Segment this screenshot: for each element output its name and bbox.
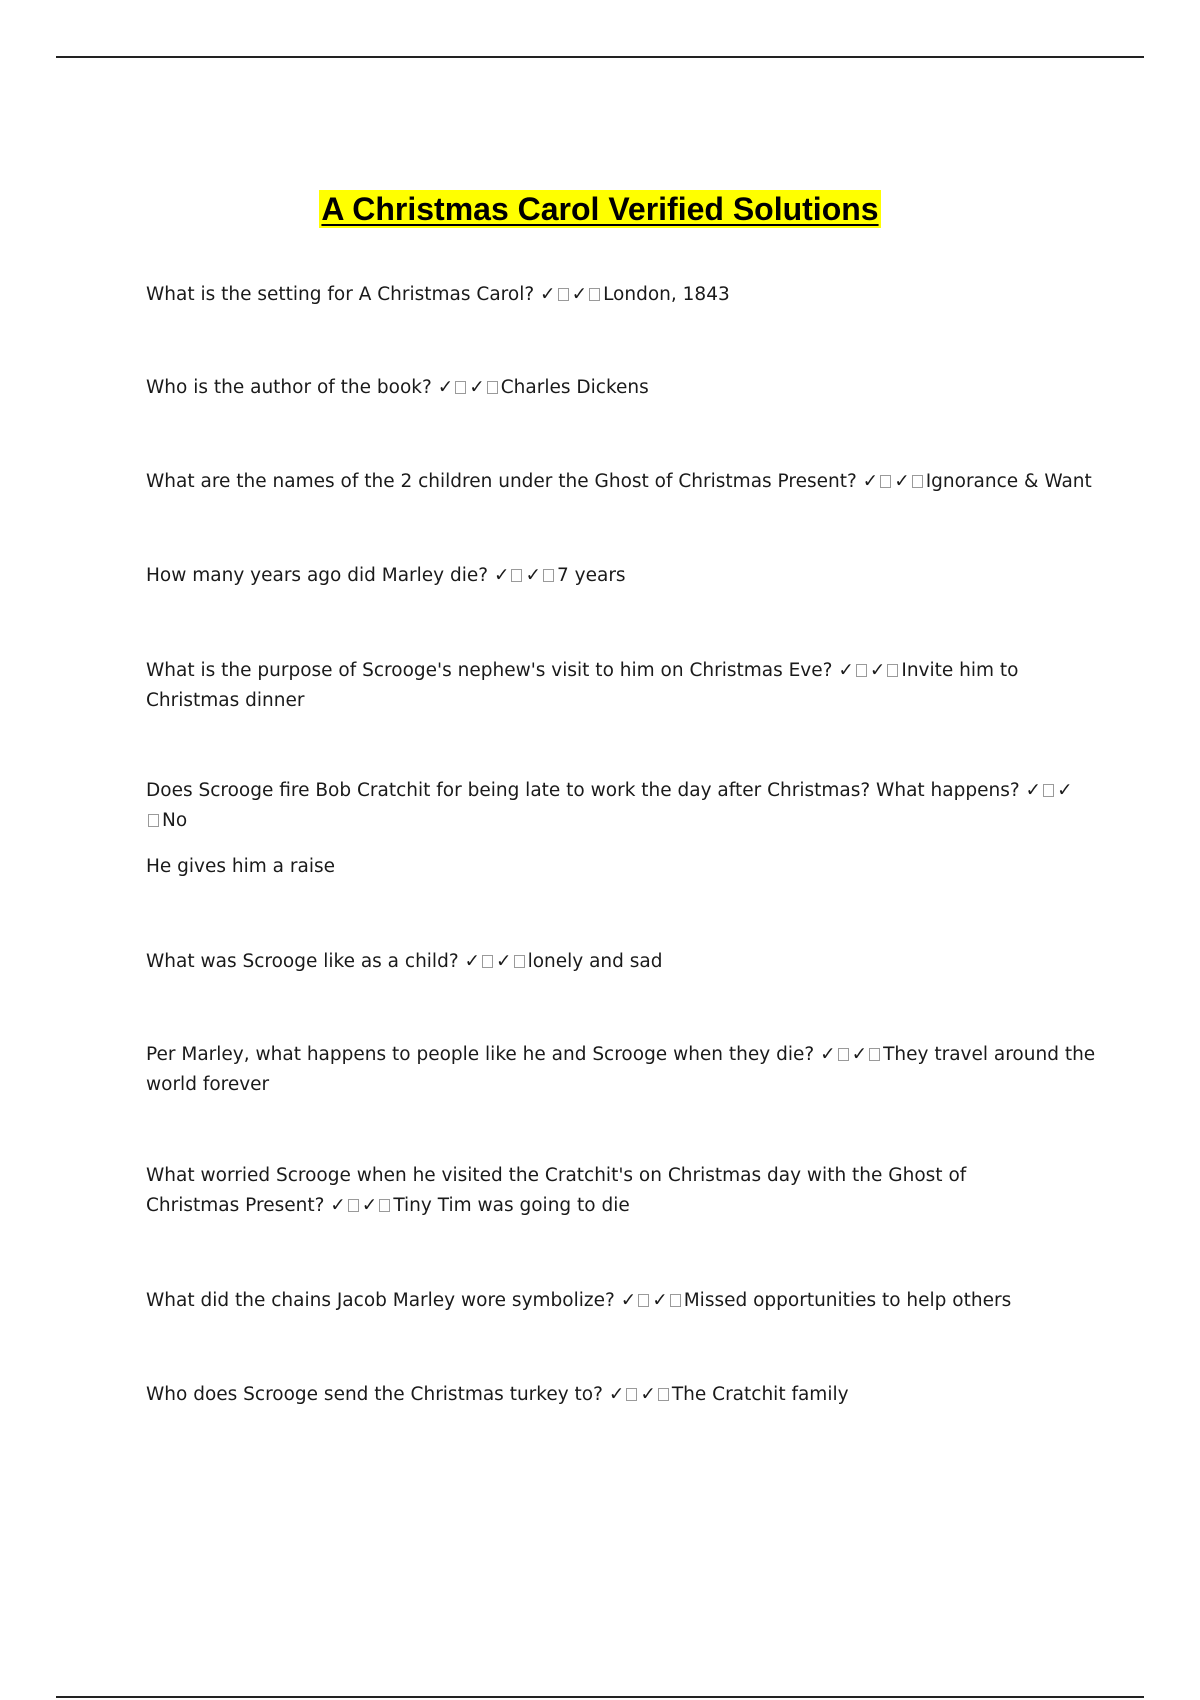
box-icon — [511, 569, 522, 582]
check-icon: ✓ — [469, 377, 485, 398]
qa-item — [146, 656, 1086, 716]
check-icon: ✓ — [652, 1290, 668, 1311]
box-icon — [514, 955, 525, 968]
check-icon: ✓ — [1057, 780, 1073, 801]
box-icon — [869, 1048, 880, 1061]
answer-text: 7 years — [557, 565, 626, 586]
answer-text: London, 1843 — [603, 284, 730, 305]
question-text: What are the names of the 2 children under the Ghost of Christmas Present? — [146, 471, 857, 492]
box-icon — [482, 955, 493, 968]
box-icon — [887, 664, 898, 677]
top-rule — [56, 56, 1144, 58]
check-icon: ✓ — [894, 471, 910, 492]
answer-text: The Cratchit family — [671, 1384, 849, 1405]
answer-text: No — [162, 810, 188, 831]
check-icon: ✓ — [851, 1044, 868, 1065]
check-icon: ✓ — [620, 1290, 637, 1311]
qa-item — [146, 776, 1086, 882]
qa-item — [146, 467, 1106, 497]
page-title: A Christmas Carol Verified Solutions — [321, 191, 879, 227]
question-text: What is the setting for A Christmas Carol? — [146, 284, 535, 305]
question-text: Who does Scrooge send the Christmas turkey to? — [146, 1384, 603, 1405]
qa-item — [146, 1286, 1106, 1316]
box-icon — [455, 381, 466, 394]
check-icon: ✓ — [838, 660, 854, 681]
check-icon: ✓ — [862, 471, 879, 492]
question-text: How many years ago did Marley die? — [146, 565, 489, 586]
box-icon — [148, 814, 159, 827]
check-icon: ✓ — [820, 1044, 836, 1065]
box-icon — [558, 288, 569, 301]
box-icon — [912, 475, 923, 488]
qa-item — [146, 947, 1086, 977]
check-icon: ✓ — [525, 565, 541, 586]
qa-item — [146, 1040, 1096, 1100]
qa-item — [146, 1161, 1056, 1221]
check-icon: ✓ — [571, 284, 588, 305]
question-text: What did the chains Jacob Marley wore symbolize? — [146, 1290, 615, 1311]
question-text: Does Scrooge fire Bob Cratchit for being late to work the day after Christmas? What happens? — [146, 780, 1020, 801]
answer-text: They travel around the world forever — [146, 1044, 1096, 1095]
box-icon — [348, 1199, 359, 1212]
box-icon — [838, 1048, 849, 1061]
box-icon — [658, 1388, 669, 1401]
question-text: Per Marley, what happens to people like he and Scrooge when they die? — [146, 1044, 815, 1065]
box-icon — [626, 1388, 637, 1401]
check-icon: ✓ — [608, 1384, 625, 1405]
answer-text: Charles Dickens — [500, 377, 649, 398]
answer-text: lonely and sad — [527, 951, 663, 972]
box-icon — [856, 664, 867, 677]
qa-item — [146, 280, 1086, 310]
check-icon: ✓ — [493, 565, 510, 586]
check-icon: ✓ — [640, 1384, 656, 1405]
answer-text: Tiny Tim was going to die — [393, 1195, 630, 1216]
question-text: What was Scrooge like as a child? — [146, 951, 459, 972]
check-icon: ✓ — [540, 284, 556, 305]
check-icon: ✓ — [869, 660, 886, 681]
title-block — [0, 190, 1200, 228]
qa-item — [146, 1380, 1086, 1410]
bottom-rule — [56, 1696, 1144, 1698]
qa-item — [146, 373, 1086, 403]
answer-text: Invite him to Christmas dinner — [146, 660, 1019, 711]
box-icon — [589, 288, 600, 301]
box-icon — [487, 381, 498, 394]
box-icon — [1043, 784, 1054, 797]
box-icon — [670, 1294, 681, 1307]
check-icon: ✓ — [1025, 780, 1042, 801]
box-icon — [543, 569, 554, 582]
box-icon — [379, 1199, 390, 1212]
qa-item — [146, 561, 1086, 591]
box-icon — [880, 475, 891, 488]
question-text: What is the purpose of Scrooge's nephew's visit to him on Christmas Eve? — [146, 660, 833, 681]
check-icon: ✓ — [496, 951, 512, 972]
answer-text: Missed opportunities to help others — [683, 1290, 1012, 1311]
question-text: What worried Scrooge when he visited the Cratchit's on Christmas day with the Ghost of Christmas Present? — [146, 1165, 967, 1216]
check-icon: ✓ — [361, 1195, 378, 1216]
box-icon — [638, 1294, 649, 1307]
check-icon: ✓ — [330, 1195, 346, 1216]
answer-text: Ignorance & Want — [925, 471, 1092, 492]
question-text: Who is the author of the book? — [146, 377, 432, 398]
check-icon: ✓ — [464, 951, 481, 972]
check-icon: ✓ — [437, 377, 454, 398]
answer-extra-text: He gives him a raise — [146, 856, 335, 877]
